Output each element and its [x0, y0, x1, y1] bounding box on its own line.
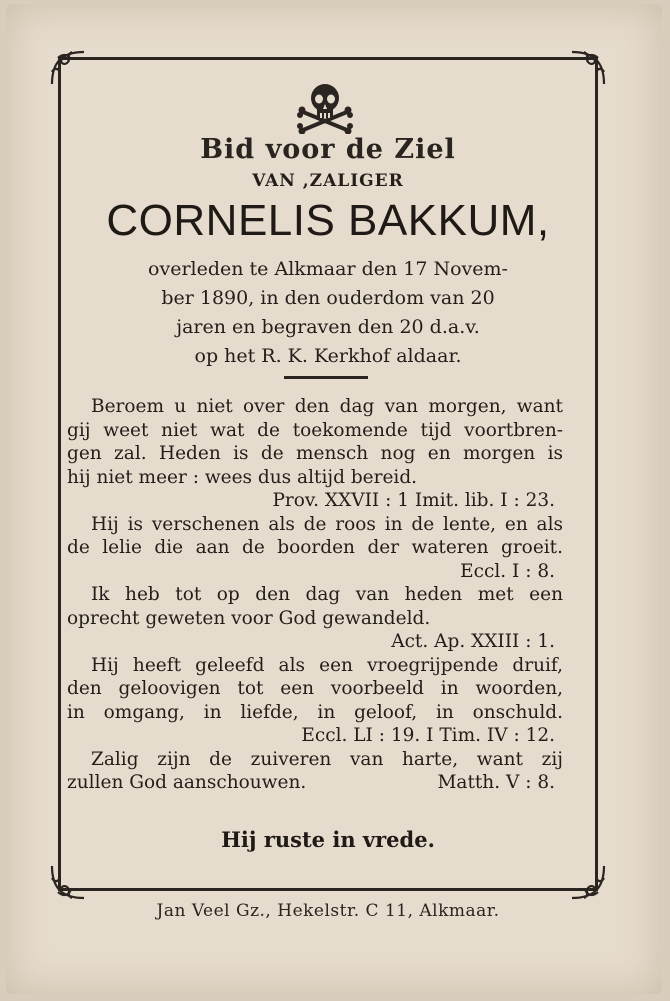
divider-rule [284, 376, 368, 379]
deceased-name: CORNELIS BAKKUM, [106, 196, 550, 245]
passage-line: Ik heb tot op den dag van heden met een [91, 584, 563, 605]
death-notice [58, 255, 598, 371]
skull-and-crossbones-icon [295, 82, 355, 134]
death-notice-line: ber 1890, in den ouderdom van 20 [161, 287, 495, 309]
passage-line: hij niet meer : wees dus altijd bereid. [67, 466, 418, 488]
van-zaliger-label: VAN ,ZALIGER [252, 171, 404, 191]
card-heading: Bid voor de Ziel [200, 134, 456, 165]
passage-line: gen zal. Heden is de mensch nog en morgen is [67, 443, 563, 464]
passage-line: oprecht geweten voor God gewandeld. [67, 607, 431, 629]
flourish-corner-icon [568, 862, 608, 902]
passage-line: Beroem u niet over den dag van morgen, want [91, 396, 563, 417]
passage-line: in omgang, in liefde, in geloof, in onschuld. [67, 701, 563, 723]
passage-line: Hij is verschenen als de roos in de lente, en als [91, 513, 563, 535]
death-notice-line: jaren en begraven den 20 d.a.v. [176, 316, 480, 338]
passage-line: de lelie die aan de boorden der wateren groeit. [67, 537, 563, 558]
closing-prayer: Hij ruste in vrede. [221, 827, 435, 852]
passage-line: gij weet niet wat de toekomende tijd voortbren- [67, 419, 563, 441]
passage-reference: Matth. V : 8. [437, 772, 555, 793]
passage-reference: Eccl. LI : 19. I Tim. IV : 12. [301, 725, 555, 746]
death-notice-line: op het R. K. Kerkhof aldaar. [194, 345, 462, 367]
passage-reference: Act. Ap. XXIII : 1. [391, 631, 555, 652]
passage-line: den geloovigen tot een voorbeeld in woorden, [67, 678, 563, 699]
passage-line: zullen God aanschouwen. [67, 772, 307, 793]
scripture-passages [67, 395, 563, 795]
death-notice-line: overleden te Alkmaar den 17 Novem- [148, 258, 508, 280]
flourish-corner-icon [48, 48, 88, 88]
passage-line: Zalig zijn de zuiveren van harte, want zij [91, 748, 563, 770]
flourish-corner-icon [48, 862, 88, 902]
flourish-corner-icon [568, 48, 608, 88]
passage-line: Hij heeft geleefd als een vroegrijpende druif, [91, 654, 563, 676]
printer-imprint: Jan Veel Gz., Hekelstr. C 11, Alkmaar. [156, 901, 500, 921]
passage-reference: Prov. XXVII : 1 Imit. lib. I : 23. [272, 490, 555, 511]
passage-reference: Eccl. I : 8. [460, 560, 555, 582]
passage-last-line [67, 771, 563, 795]
